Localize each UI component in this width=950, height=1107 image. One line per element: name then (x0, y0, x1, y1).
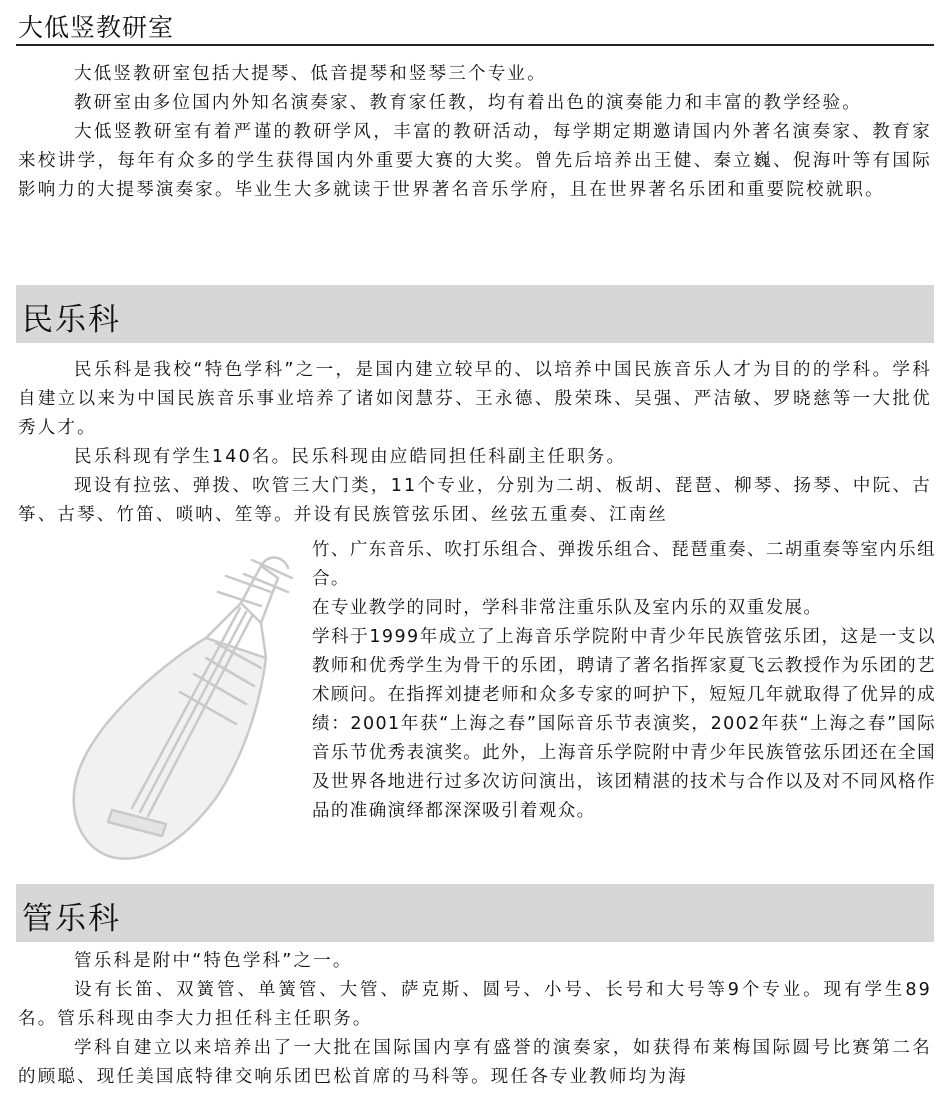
paragraph: 设有长笛、双簧管、单簧管、大管、萨克斯、圆号、小号、长号和大号等9个专业。现有学生89名。管乐科现由李大力担任科主任职务。 (18, 980, 932, 1029)
section-body-dadi (18, 60, 932, 205)
paragraph: 大低竖教研室包括大提琴、低音提琴和竖琴三个专业。 (74, 64, 547, 84)
section-header-dadi (16, 6, 934, 46)
section-title-guanyue: 管乐科 (22, 901, 121, 937)
paragraph: 竹、广东音乐、吹打乐组合、弹拨乐组合、琵琶重奏、二胡重奏等室内乐组合。 (312, 540, 936, 589)
section-title-minyue: 民乐科 (22, 302, 121, 338)
section-header-minyue (16, 285, 934, 343)
section-body-guanyue (18, 947, 932, 1092)
paragraph: 学科自建立以来培养出了一大批在国际国内享有盛誉的演奏家，如获得布莱梅国际圆号比赛第二名的顾聪、现任美国底特律交响乐团巴松首席的马科等。现任各专业教师均为海 (18, 1038, 932, 1087)
section-title-dadi: 大低竖教研室 (18, 13, 175, 42)
section-body-minyue (18, 356, 932, 530)
paragraph: 教研室由多位国内外知名演奏家、教育家任教，均有着出色的演奏能力和丰富的教学经验。 (74, 93, 862, 113)
paragraph: 民乐科现有学生140名。民乐科现由应皓同担任科副主任职务。 (74, 447, 627, 467)
paragraph: 民乐科是我校“特色学科”之一，是国内建立较早的、以培养中国民族音乐人才为目的的学科。学科自建立以来为中国民族音乐事业培养了诸如闵慧芬、王永德、殷荣珠、吴强、严洁敏、罗晓慈等一大批优秀人才。 (18, 360, 932, 438)
paragraph: 现设有拉弦、弹拨、吹管三大门类，11个专业，分别为二胡、板胡、琵琶、柳琴、扬琴、中阮、古筝、古琴、竹笛、唢呐、笙等。并设有民族管弦乐团、丝弦五重奏、江南丝 (18, 476, 932, 525)
section-header-guanyue (16, 884, 934, 942)
paragraph: 在专业教学的同时，学科非常注重乐队及室内乐的双重发展。 (312, 598, 823, 618)
section-body-minyue-wrapped (312, 536, 936, 826)
paragraph: 管乐科是附中“特色学科”之一。 (74, 951, 353, 971)
pipa-illustration-icon (56, 548, 306, 868)
paragraph: 大低竖教研室有着严谨的教研学风，丰富的教研活动，每学期定期邀请国内外著名演奏家、教育家来校讲学，每年有众多的学生获得国内外重要大赛的大奖。曾先后培养出王健、秦立巍、倪海叶等有国际影响力的大提琴演奏家。毕业生大多就读于世界著名音乐学府，且在世界著名乐团和重要院校就职。 (18, 122, 932, 200)
paragraph: 学科于1999年成立了上海音乐学院附中青少年民族管弦乐团，这是一支以教师和优秀学生为骨干的乐团，聘请了著名指挥家夏飞云教授作为乐团的艺术顾问。在指挥刘捷老师和众多专家的呵护下，短短几年就取得了优异的成绩：2001年获“上海之春”国际音乐节表演奖，2002年获“上海之春”国际音乐节优秀表演奖。此外，上海音乐学院附中青少年民族管弦乐团还在全国及世界各地进行过多次访问演出，该团精湛的技术与合作以及对不同风格作品的准确演绎都深深吸引着观众。 (312, 627, 936, 821)
